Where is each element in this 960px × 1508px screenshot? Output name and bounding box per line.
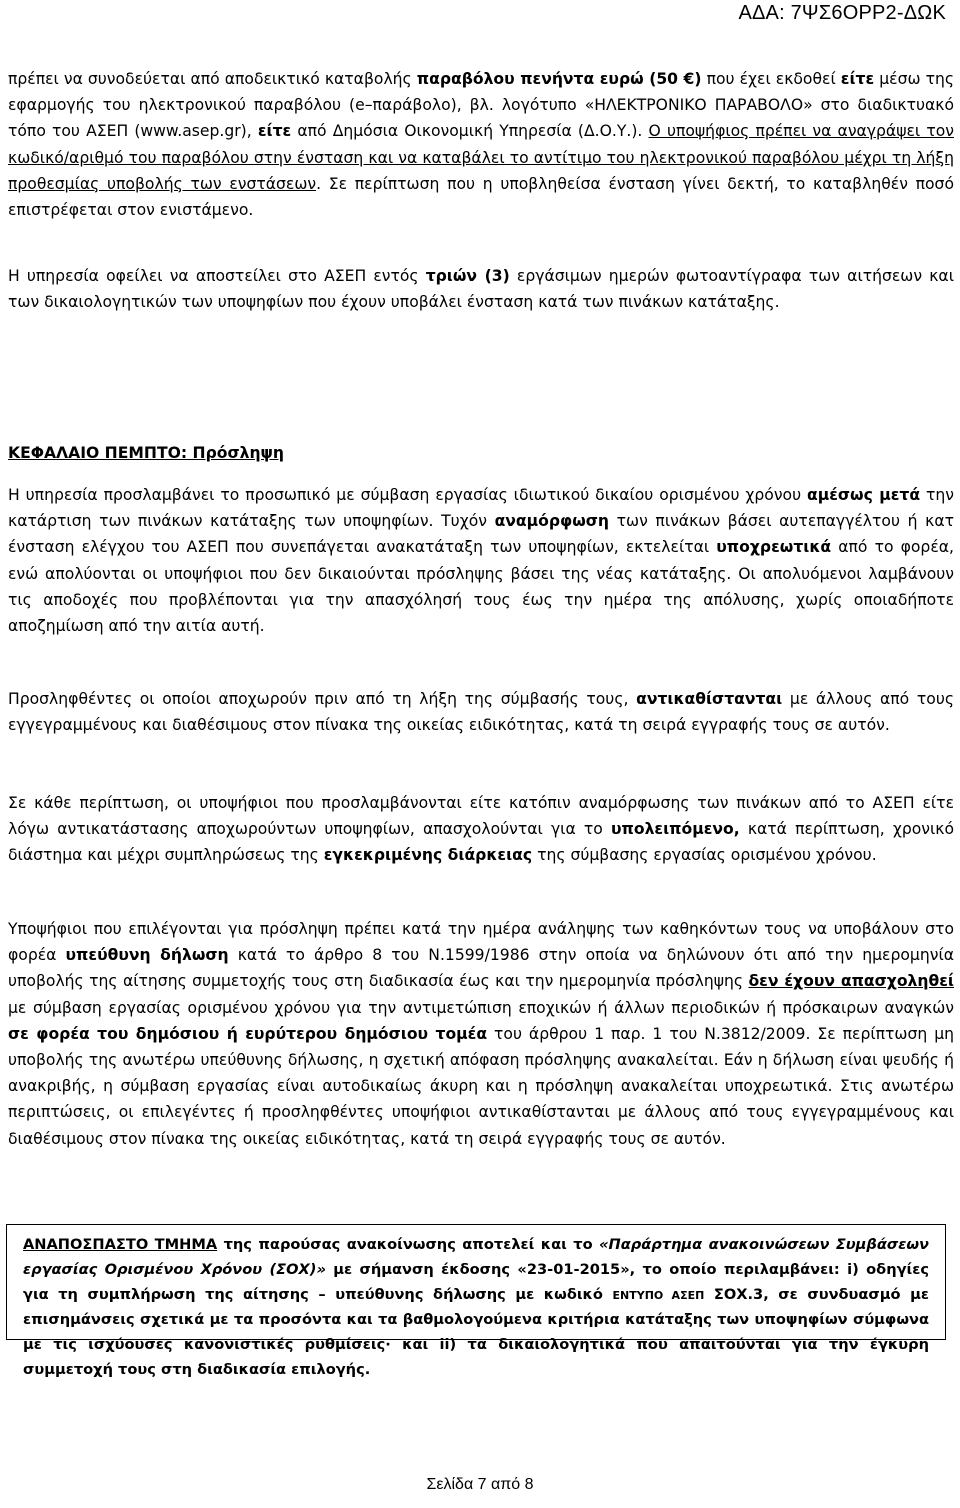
annex-notice-text: ΑΝΑΠΟΣΠΑΣΤΟ ΤΜΗΜΑ της παρούσας ανακοίνωσης αποτελεί και το «Παράρτημα ανακοινώσεων Συμβάσεων εργασίας Ορισμένου Χρόνου (ΣΟΧ)» με σήμανση έκδοσης «23-01-2015», το οποίο περιλαμβάνει: i) οδηγίες για τη συμπλήρωση της αίτησης – υπεύθυνης δήλωσης με κωδικό ΕΝΤΥΠΟ ΑΣΕΠ ΣΟΧ.3, σε συνδυασμό με επισημάνσεις σχετικά με τα προσόντα και τα βαθμολογούμενα κριτήρια κατάταξης των υποψηφίων σύμφωνα με τις ισχύουσες κανονιστικές ρυθμίσεις· και ii) τα δικαιολογητικά που απαιτούνται για την έγκυρη συμμετοχή τους στη διαδικασία επιλογής. — [23, 1236, 929, 1378]
ada-code: ΑΔΑ: 7ΨΣ6ΟΡΡ2-ΔΩΚ — [738, 2, 946, 24]
paragraph-declaration: Υποψήφιοι που επιλέγονται για πρόσληψη πρέπει κατά την ημέρα ανάληψης των καθηκόντων τους να υποβάλουν στο φορέα υπεύθυνη δήλωση κατά το άρθρο 8 του Ν.1599/1986 στην οποία να δηλώνουν ότι από την ημερομηνία υποβολής της αίτησης συμμετοχής τους στη διαδικασία έως και την ημερομηνία πρόσληψης δεν έχουν απασχοληθεί με σύμβαση εργασίας ορισμένου χρόνου για την αντιμετώπιση εποχικών ή άλλων περιοδικών ή πρόσκαιρων αναγκών σε φορέα του δημόσιου ή ευρύτερου δημόσιου τομέα του άρθρου 1 παρ. 1 του Ν.3812/2009. Σε περίπτωση μη υποβολής της ανωτέρω υπεύθυνης δήλωσης, η σχετική απόφαση πρόσληψης ανακαλείται. Εάν η δήλωση είναι ψευδής ή ανακριβής, η σύμβαση εργασίας είναι αυτοδικαίως άκυρη και η πρόσληψη ανακαλείται υποχρεωτικά. Στις ανωτέρω περιπτώσεις, οι επιλεγέντες ή προσληφθέντες υποψήφιοι αντικαθίστανται με άλλους από τους εγγεγραμμένους και διαθέσιμους στον πίνακα της οικείας ειδικότητας, κατά τη σειρά εγγραφής τους σε αυτόν. — [8, 920, 955, 1148]
paragraph-fee-proof: πρέπει να συνοδεύεται από αποδεικτικό καταβολής παραβόλου πενήντα ευρώ (50 €) που έχει εκδοθεί είτε μέσω της εφαρμογής του ηλεκτρονικού παραβόλου (e–παράβολο), βλ. λογότυπο «ΗΛΕΚΤΡΟΝΙΚΟ ΠΑΡΑΒΟΛΟ» στο διαδικτυακό τόπο του ΑΣΕΠ (www.asep.gr), είτε από Δημόσια Οικονομική Υπηρεσία (Δ.Ο.Υ.). Ο υποψήφιος πρέπει να αναγράψει τον κωδικό/αριθμό του παραβόλου στην ένσταση και να καταβάλει το αντίτιμο του ηλεκτρονικού παραβόλου μέχρι τη λήξη προθεσμίας υποβολής των ενστάσεων. Σε περίπτωση που η υποβληθείσα ένσταση γίνει δεκτή, το καταβληθέν ποσό επιστρέφεται στον ενιστάμενο. — [8, 70, 954, 220]
paragraph-hiring: Η υπηρεσία προσλαμβάνει το προσωπικό με σύμβαση εργασίας ιδιωτικού δικαίου ορισμένου χρόνου αμέσως μετά την κατάρτιση των πινάκων κατάταξης των υποψηφίων. Τυχόν αναμόρφωση των πινάκων βάσει αυτεπαγγέλτου ή κατ ένσταση ελέγχου του ΑΣΕΠ που συνεπάγεται ανακατάταξη των υποψηφίων, εκτελείται υποχρεωτικά από το φορέα, ενώ απολύονται οι υποψήφιοι που δεν δικαιούνται πρόσληψης βάσει της νέας κατάταξης. Οι απολυόμενοι λαμβάνουν τις αποδοχές που προβλέπονται για την απασχόλησή τους έως την ημέρα της απόλυσης, χωρίς οποιαδήποτε αποζημίωση από την αιτία αυτή. — [8, 486, 954, 636]
chapter-heading: ΚΕΦΑΛΑΙΟ ΠΕΜΠΤΟ: Πρόσληψη — [8, 444, 285, 462]
underlined-fee-code-requirement: Ο υποψήφιος πρέπει να αναγράψει τον κωδικό/αριθμό του παραβόλου στην ένσταση και να καταβάλει το αντίτιμο του ηλεκτρονικού παραβόλου μέχρι τη λήξη προθεσμίας υποβολής των ενστάσεων — [8, 122, 954, 193]
paragraph-send-to-asep: Η υπηρεσία οφείλει να αποστείλει στο ΑΣΕΠ εντός τριών (3) εργάσιμων ημερών φωτοαντίγραφα των αιτήσεων και των δικαιολογητικών των υποψηφίων που έχουν υποβάλει ένσταση κατά των πινάκων κατάταξης. — [8, 267, 954, 312]
paragraph-remaining-duration: Σε κάθε περίπτωση, οι υποψήφιοι που προσλαμβάνονται είτε κατόπιν αναμόρφωσης των πινάκων από το ΑΣΕΠ είτε λόγω αντικατάστασης αποχωρούντων υποψηφίων, απασχολούνται για το υπολειπόμενο, κατά περίπτωση, χρονικό διάστημα και μέχρι συμπληρώσεως της εγκεκριμένης διάρκειας της σύμβασης εργασίας ορισμένου χρόνου. — [8, 794, 954, 865]
annex-notice-box — [6, 1224, 946, 1378]
paragraph-replacement: Προσληφθέντες οι οποίοι αποχωρούν πριν από τη λήξη της σύμβασής τους, αντικαθίστανται με άλλους από τους εγγεγραμμένους και διαθέσιμους στον πίνακα της οικείας ειδικότητας, κατά τη σειρά εγγραφής τους σε αυτόν. — [8, 690, 954, 735]
page-number: Σελίδα 7 από 8 — [426, 1476, 534, 1493]
